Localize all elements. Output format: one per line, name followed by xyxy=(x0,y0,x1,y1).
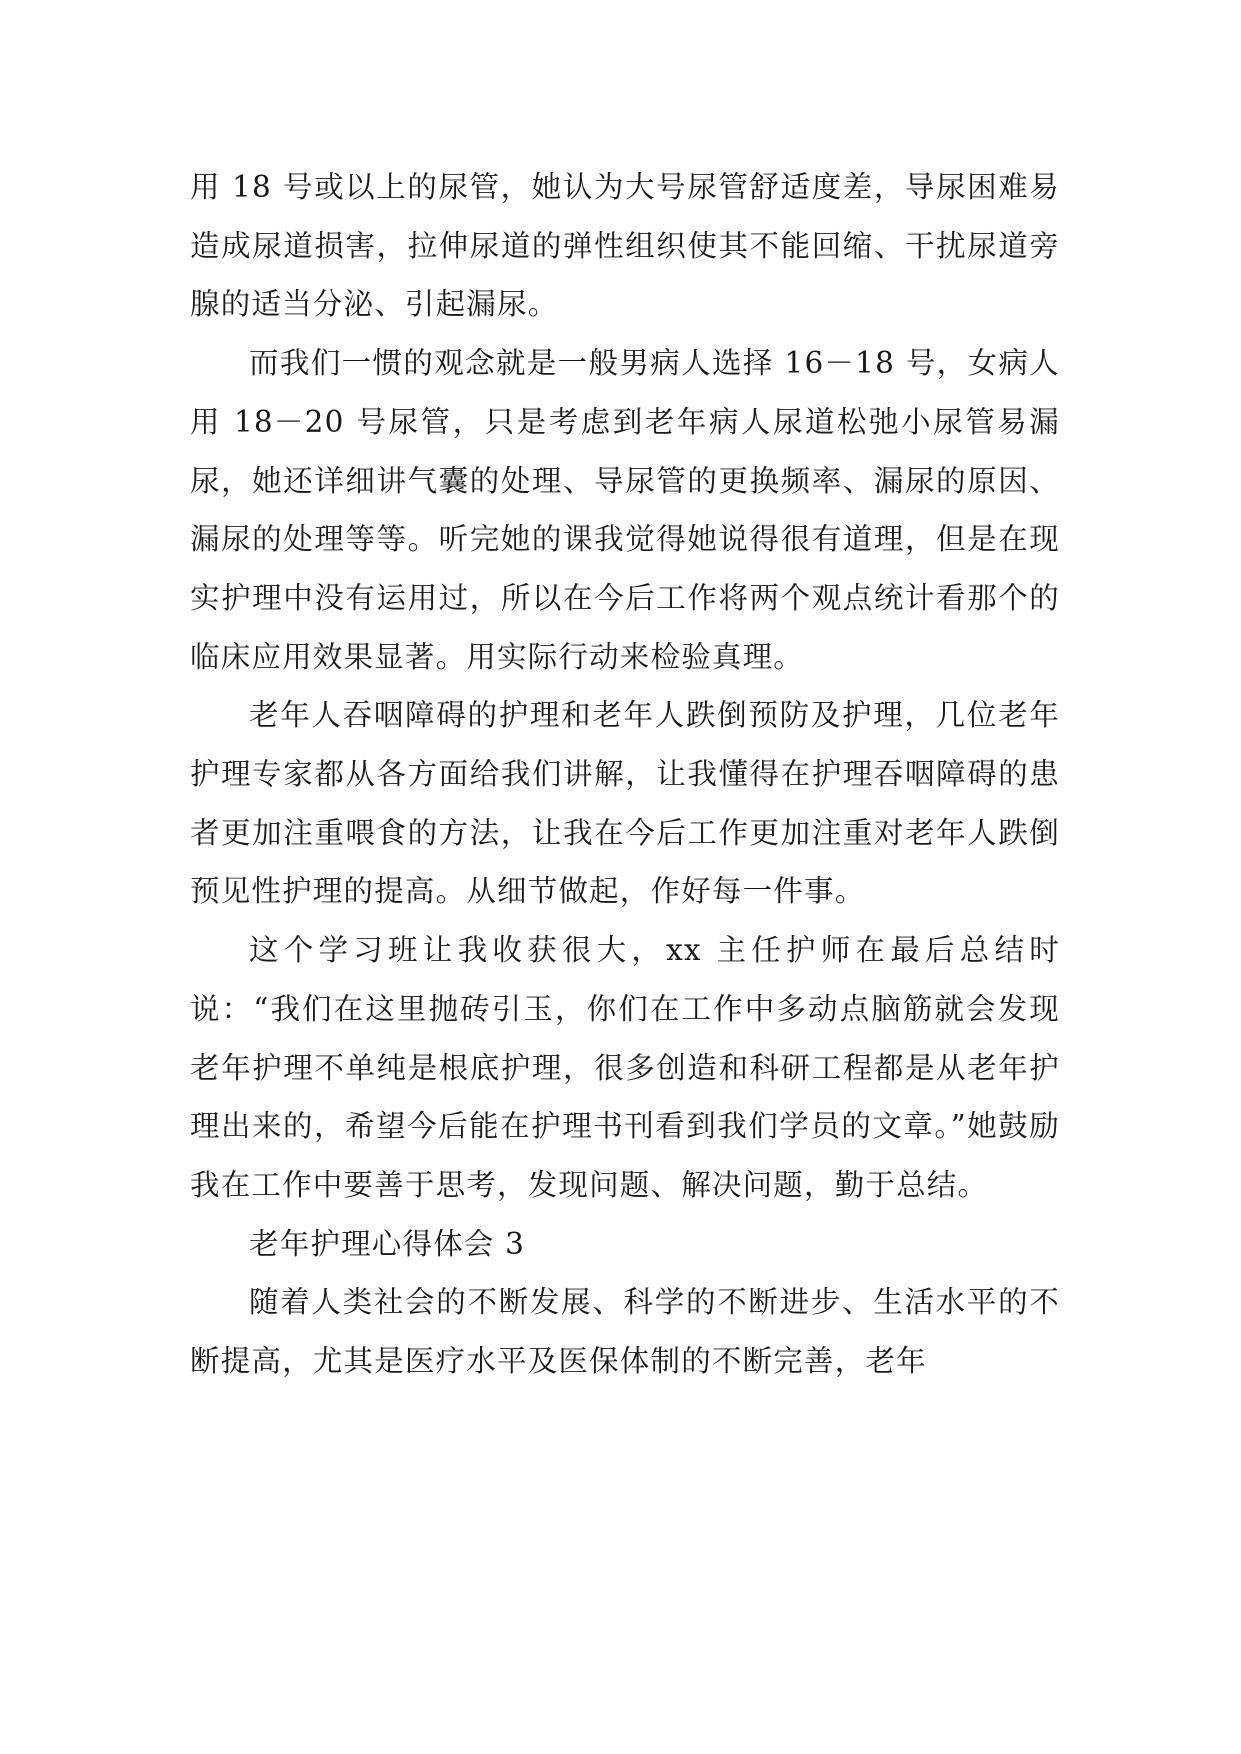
paragraph-conventional-view: 而我们一惯的观念就是一般男病人选择 16－18 号，女病人用 18－20 号尿管，只是考虑到老年病人尿道松弛小尿管易漏尿，她还详细讲气囊的处理、导尿管的更换频率、漏尿的原因、漏尿的处理等等。听完她的课我觉得她说得很有道理，但是在现实护理中没有运用过，所以在今后工作将两个观点统计看那个的临床应用效果显著。用实际行动来检验真理。 xyxy=(190,346,1060,674)
paragraph-swallowing-falls: 老年人吞咽障碍的护理和老年人跌倒预防及护理，几位老年护理专家都从各方面给我们讲解，让我懂得在护理吞咽障碍的患者更加注重喂食的方法，让我在今后工作更加注重对老年人跌倒预见性护理的提高。从细节做起，作好每一件事。 xyxy=(190,698,1060,909)
document-body xyxy=(190,158,1060,1391)
paragraph-social-development: 随着人类社会的不断发展、科学的不断进步、生活水平的不断提高，尤其是医疗水平及医保体制的不断完善，老年 xyxy=(190,1285,1060,1379)
paragraph-course-summary: 这个学习班让我收获很大，xx 主任护师在最后总结时说：“我们在这里抛砖引玉，你们在工作中多动点脑筋就会发现老年护理不单纯是根底护理，很多创造和科研工程都是从老年护理出来的，希望今后能在护理书刊看到我们学员的文章。”她鼓励我在工作中要善于思考，发现问题、解决问题，勤于总结。 xyxy=(190,933,1060,1202)
section-heading: 老年护理心得体会 3 xyxy=(249,1226,526,1261)
paragraph-catheter-size: 用 18 号或以上的尿管，她认为大号尿管舒适度差，导尿困难易造成尿道损害，拉伸尿道的弹性组织使其不能回缩、干扰尿道旁腺的适当分泌、引起漏尿。 xyxy=(190,170,1060,322)
